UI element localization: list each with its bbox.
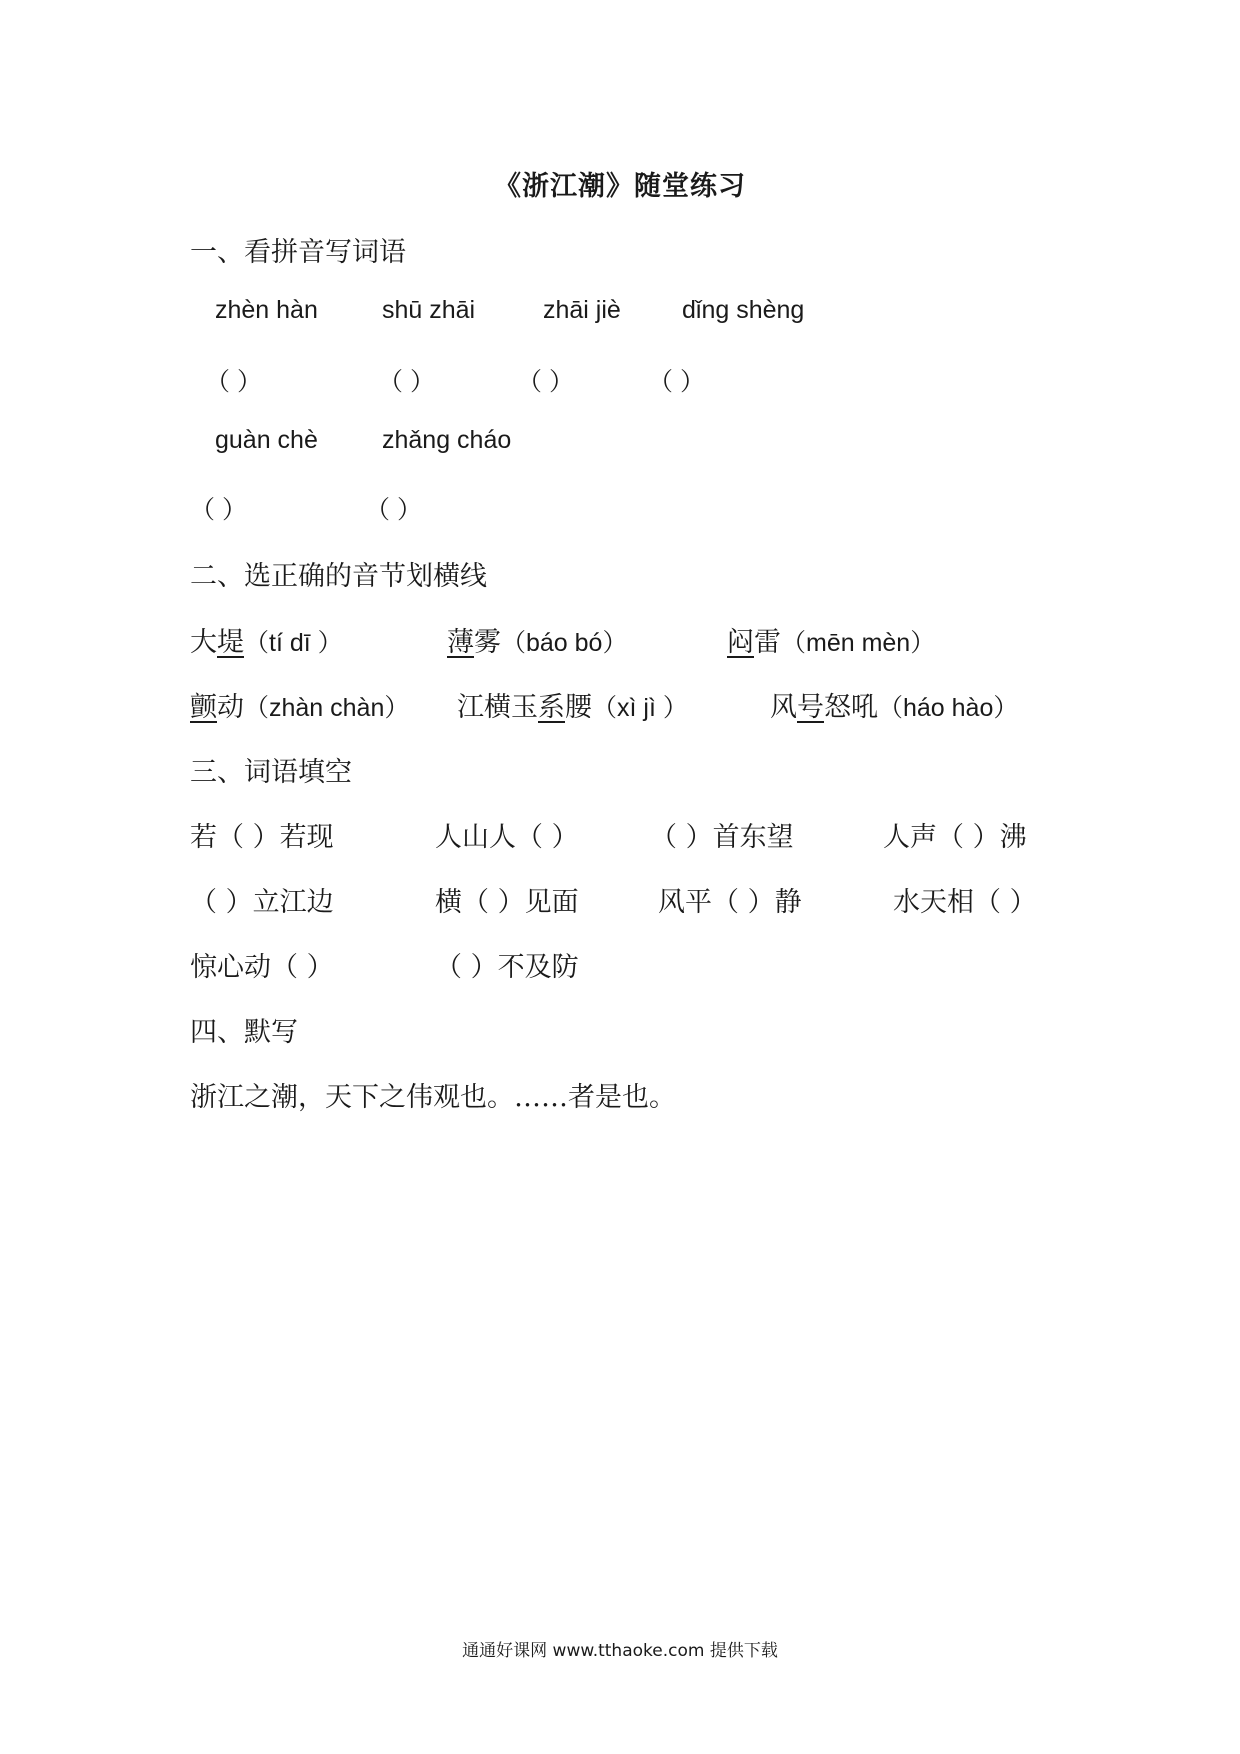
underlined-char: 系 [538, 692, 565, 723]
fill-blank-item[interactable]: 人山人（ ） [435, 822, 579, 853]
pinyin-item: dǐng shèng [682, 296, 805, 324]
pinyin-item: zhèn hàn [215, 296, 318, 324]
pinyin-row-2 [0, 426, 1240, 458]
word-text: 风 [770, 692, 797, 723]
fill-blank-line-1 [190, 815, 1090, 851]
fill-blank-line-3 [190, 945, 1090, 981]
word-text: 怒吼 [824, 692, 878, 723]
word-text: 雾 [474, 627, 501, 658]
pronunciation-item [457, 685, 688, 724]
answer-blank[interactable]: （ ） [190, 496, 247, 524]
answer-blank[interactable]: （ ） [365, 496, 422, 524]
underlined-char: 堤 [217, 627, 244, 658]
pinyin-options[interactable]: （tí dī ） [244, 629, 343, 657]
answer-blank[interactable]: （ ） [205, 368, 262, 396]
fill-blank-item[interactable]: 水天相（ ） [893, 887, 1037, 918]
pronunciation-line-2 [190, 685, 1090, 721]
pronunciation-item [770, 685, 1018, 724]
fill-blank-item[interactable]: 若（ ）若现 [190, 822, 334, 853]
pinyin-options[interactable]: （zhàn chàn） [244, 694, 410, 722]
section-1-heading: 一、看拼音写词语 [190, 237, 406, 268]
fill-blank-item[interactable]: 横（ ）见面 [435, 887, 579, 918]
dictation-text: 浙江之潮，天下之伟观也。……者是也。 [190, 1082, 676, 1113]
answer-row-2 [0, 490, 1240, 522]
fill-blank-item[interactable]: 风平（ ）静 [658, 887, 802, 918]
pinyin-item: zhāi jiè [543, 296, 621, 324]
section-4-heading: 四、默写 [190, 1017, 298, 1048]
fill-blank-line-2 [190, 880, 1090, 916]
fill-blank-item[interactable]: 惊心动（ ） [190, 952, 334, 983]
underlined-char: 号 [797, 692, 824, 723]
word-text: 江横玉 [457, 692, 538, 723]
fill-blank-item[interactable]: （ ）首东望 [650, 822, 794, 853]
pronunciation-item [190, 685, 409, 724]
pinyin-options[interactable]: （xì jì ） [592, 694, 688, 722]
underlined-char: 颤 [190, 692, 217, 723]
section-3-heading: 三、词语填空 [190, 757, 352, 788]
answer-blank[interactable]: （ ） [517, 368, 574, 396]
section-2-heading: 二、选正确的音节划横线 [190, 561, 487, 592]
answer-row-1 [0, 362, 1240, 394]
underlined-char: 闷 [727, 627, 754, 658]
underlined-char: 薄 [447, 627, 474, 658]
word-text: 大 [190, 627, 217, 658]
pinyin-options[interactable]: （mēn mèn） [781, 629, 936, 657]
word-text: 腰 [565, 692, 592, 723]
answer-blank[interactable]: （ ） [378, 368, 435, 396]
pronunciation-item [727, 620, 935, 659]
page-title: 《浙江潮》随堂练习 [494, 171, 746, 202]
fill-blank-item[interactable]: （ ）立江边 [190, 887, 334, 918]
pinyin-item: guàn chè [215, 426, 318, 454]
pinyin-row-1 [0, 296, 1240, 328]
pronunciation-item [447, 620, 627, 659]
pinyin-item: shū zhāi [382, 296, 476, 324]
fill-blank-item[interactable]: （ ）不及防 [435, 952, 579, 983]
pinyin-options[interactable]: （háo hào） [878, 694, 1019, 722]
word-text: 雷 [754, 627, 781, 658]
pinyin-item: zhǎng cháo [382, 426, 512, 454]
answer-blank[interactable]: （ ） [648, 368, 705, 396]
pronunciation-line-1 [190, 620, 1090, 656]
word-text: 动 [217, 692, 244, 723]
page-footer: 通通好课网 www.tthaoke.com 提供下载 [462, 1641, 778, 1661]
fill-blank-item[interactable]: 人声（ ）沸 [883, 822, 1027, 853]
pronunciation-item [190, 620, 343, 659]
pinyin-options[interactable]: （báo bó） [501, 629, 628, 657]
